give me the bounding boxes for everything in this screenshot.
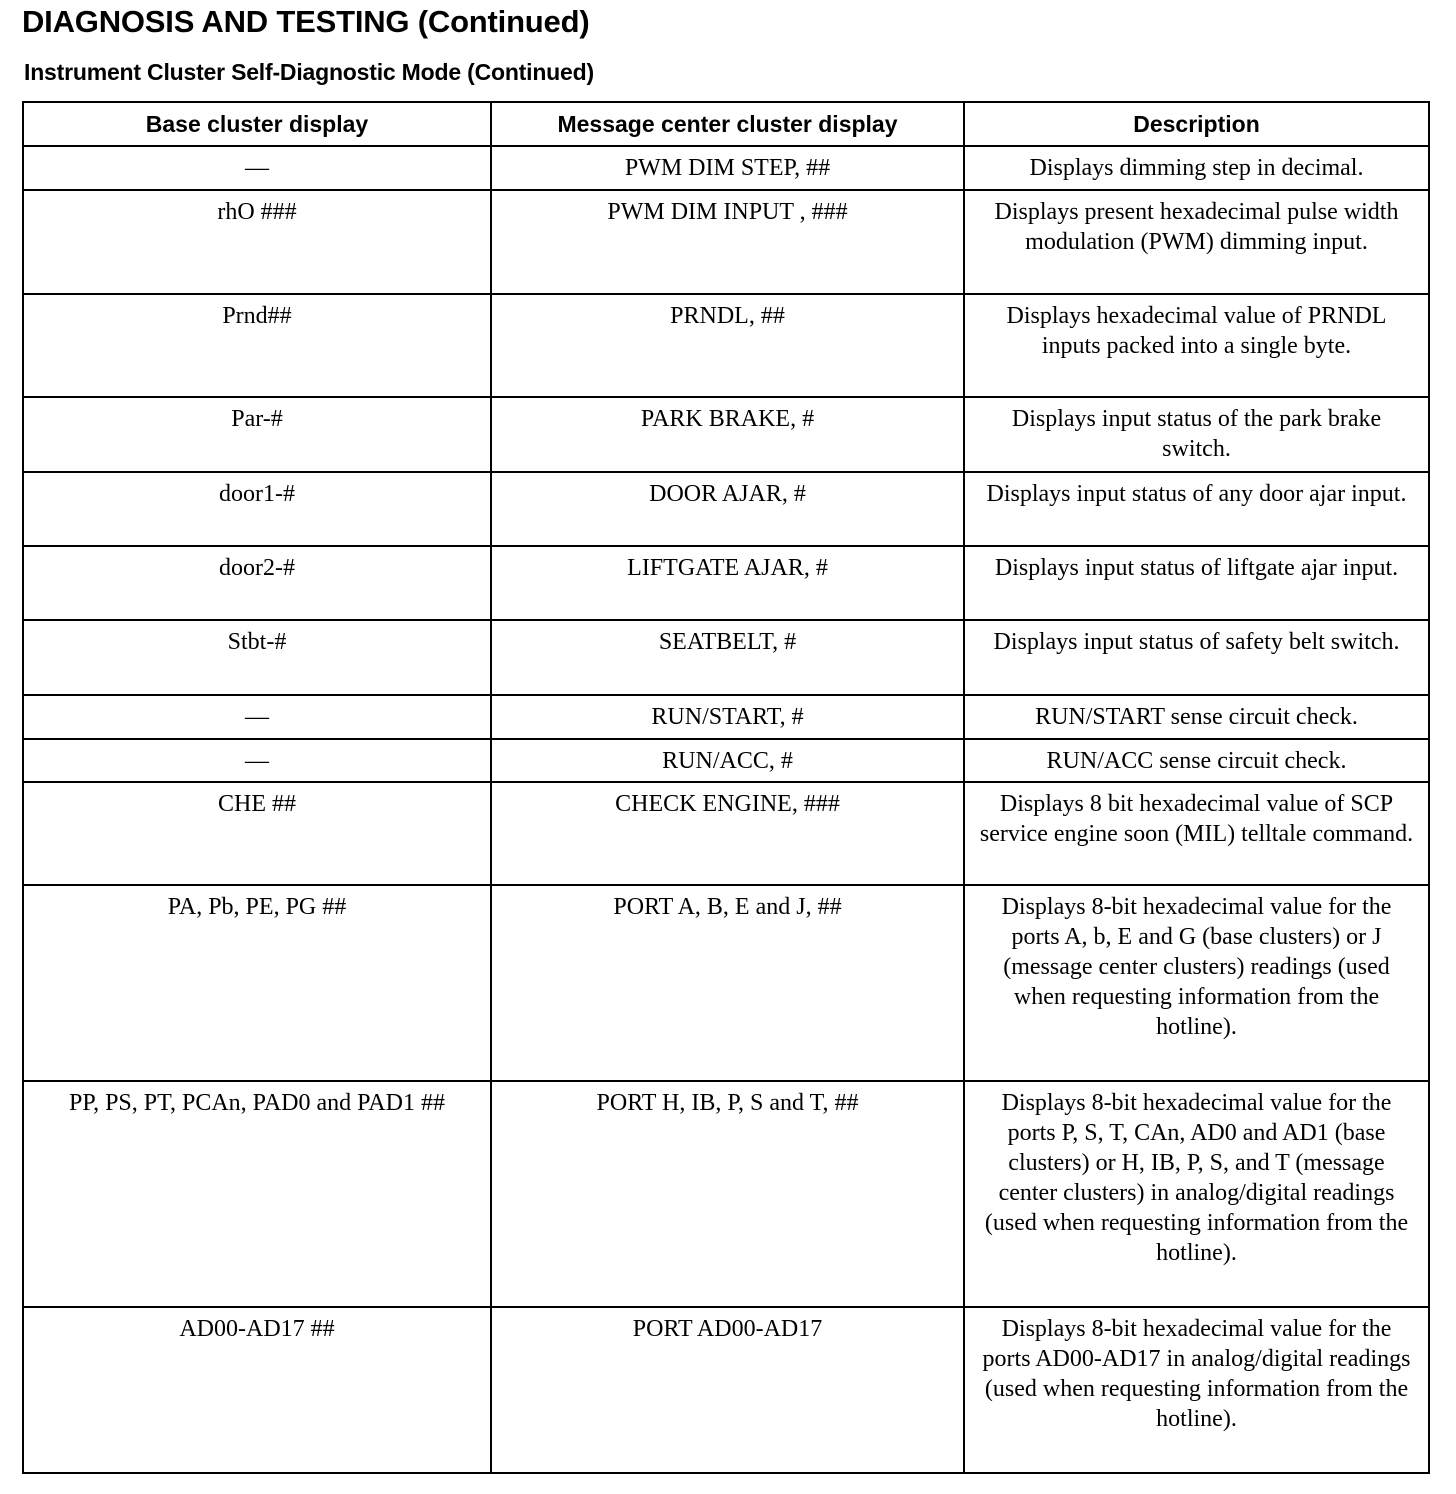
base-cluster-cell: — — [23, 739, 491, 782]
description-cell: Displays dimming step in decimal. — [964, 146, 1429, 190]
message-center-cell: PARK BRAKE, # — [491, 397, 964, 472]
table-row — [23, 472, 1429, 546]
base-cluster-cell: — — [23, 695, 491, 739]
description-cell: Displays input status of the park brake switch. — [964, 397, 1429, 472]
diagnostic-mode-table — [22, 101, 1430, 1474]
description-cell: RUN/START sense circuit check. — [964, 695, 1429, 739]
message-center-cell: RUN/ACC, # — [491, 739, 964, 782]
message-center-cell: DOOR AJAR, # — [491, 472, 964, 546]
description-cell: Displays 8-bit hexadecimal value for the ports P, S, T, CAn, AD0 and AD1 (base clusters) or H, IB, P, S, and T (message center clusters) in analog/digital readings (used when requesting information from the hotline). — [964, 1081, 1429, 1307]
base-cluster-cell: Stbt-# — [23, 620, 491, 695]
table-row — [23, 620, 1429, 695]
description-cell: Displays hexadecimal value of PRNDL inputs packed into a single byte. — [964, 294, 1429, 397]
column-header-base: Base cluster display — [23, 102, 491, 146]
table-row — [23, 1081, 1429, 1307]
table-row — [23, 190, 1429, 294]
message-center-cell: PORT AD00-AD17 — [491, 1307, 964, 1473]
table-row — [23, 695, 1429, 739]
message-center-cell: PORT H, IB, P, S and T, ## — [491, 1081, 964, 1307]
table-row — [23, 397, 1429, 472]
description-cell: Displays input status of safety belt switch. — [964, 620, 1429, 695]
column-header-message: Message center cluster display — [491, 102, 964, 146]
message-center-cell: RUN/START, # — [491, 695, 964, 739]
description-cell: Displays input status of liftgate ajar input. — [964, 546, 1429, 620]
message-center-cell: CHECK ENGINE, ### — [491, 782, 964, 885]
message-center-cell: PORT A, B, E and J, ## — [491, 885, 964, 1081]
table-row — [23, 885, 1429, 1081]
table-header-row — [23, 102, 1429, 146]
base-cluster-cell: — — [23, 146, 491, 190]
base-cluster-cell: Par-# — [23, 397, 491, 472]
description-cell: RUN/ACC sense circuit check. — [964, 739, 1429, 782]
base-cluster-cell: door2-# — [23, 546, 491, 620]
description-cell: Displays 8 bit hexadecimal value of SCP service engine soon (MIL) telltale command. — [964, 782, 1429, 885]
base-cluster-cell: CHE ## — [23, 782, 491, 885]
table-row — [23, 294, 1429, 397]
base-cluster-cell: PA, Pb, PE, PG ## — [23, 885, 491, 1081]
column-header-description: Description — [964, 102, 1429, 146]
message-center-cell: PWM DIM STEP, ## — [491, 146, 964, 190]
table-row — [23, 146, 1429, 190]
table-row — [23, 782, 1429, 885]
section-subtitle: Instrument Cluster Self-Diagnostic Mode (Continued) — [24, 59, 594, 85]
base-cluster-cell: door1-# — [23, 472, 491, 546]
base-cluster-cell: PP, PS, PT, PCAn, PAD0 and PAD1 ## — [23, 1081, 491, 1307]
table-row — [23, 546, 1429, 620]
table-row — [23, 739, 1429, 782]
table-row — [23, 1307, 1429, 1473]
page-title: DIAGNOSIS AND TESTING (Continued) — [22, 4, 590, 39]
description-cell: Displays 8-bit hexadecimal value for the ports AD00-AD17 in analog/digital readings (used when requesting information from the hotline). — [964, 1307, 1429, 1473]
message-center-cell: SEATBELT, # — [491, 620, 964, 695]
description-cell: Displays input status of any door ajar input. — [964, 472, 1429, 546]
message-center-cell: LIFTGATE AJAR, # — [491, 546, 964, 620]
base-cluster-cell: Prnd## — [23, 294, 491, 397]
description-cell: Displays present hexadecimal pulse width modulation (PWM) dimming input. — [964, 190, 1429, 294]
description-cell: Displays 8-bit hexadecimal value for the ports A, b, E and G (base clusters) or J (message center clusters) readings (used when requesting information from the hotline). — [964, 885, 1429, 1081]
message-center-cell: PWM DIM INPUT , ### — [491, 190, 964, 294]
message-center-cell: PRNDL, ## — [491, 294, 964, 397]
base-cluster-cell: AD00-AD17 ## — [23, 1307, 491, 1473]
base-cluster-cell: rhO ### — [23, 190, 491, 294]
